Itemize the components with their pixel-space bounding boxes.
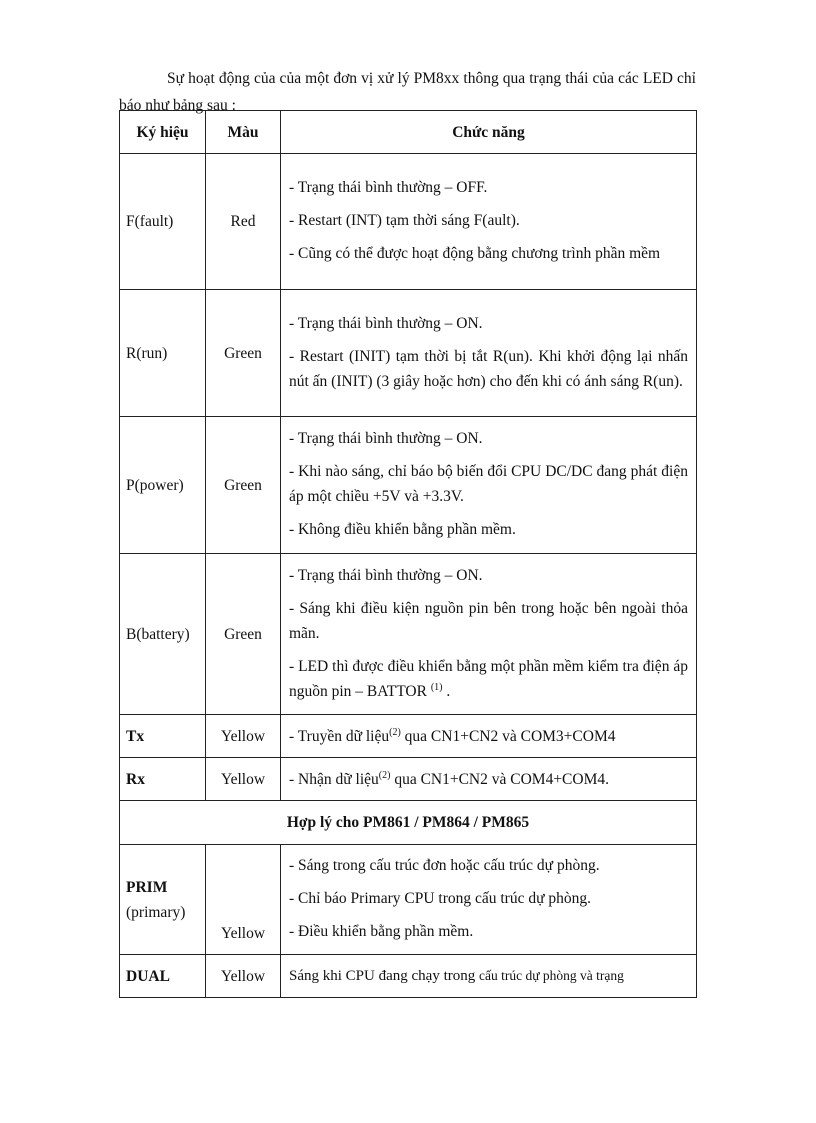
- row-color: Green: [206, 554, 281, 715]
- table-row: [120, 845, 697, 955]
- row-symbol: Rx: [120, 758, 206, 801]
- table-row: [120, 154, 697, 290]
- row-function: - Truyền dữ liệu$^{(2)}$ qua CN1+CN2 và COM3+COM4: [281, 715, 697, 758]
- row-color: Yellow: [206, 758, 281, 801]
- table-row: [120, 417, 697, 554]
- row-color: Green: [206, 290, 281, 417]
- intro-paragraph: Sự hoạt động của của một đơn vị xử lý PM8xx thông qua trạng thái của các LED chỉ báo như bảng sau :: [119, 69, 696, 114]
- section-row: [120, 801, 697, 845]
- header-function: Chức năng: [281, 111, 697, 154]
- row-color: Red: [206, 154, 281, 290]
- row-color: Green: [206, 417, 281, 554]
- row-symbol: PRIM (primary): [120, 845, 206, 955]
- table-row: [120, 955, 697, 998]
- row-color: Yellow: [206, 715, 281, 758]
- header-symbol: Ký hiệu: [120, 111, 206, 154]
- row-function: - Trạng thái bình thường – ON. - Sáng khi điều kiện nguồn pin bên trong hoặc bên ngoài thỏa mãn. - LED thì được điều khiển bằng một phần mềm kiểm tra điện áp nguồn pin – BATTOR $^{(1)}$ .: [281, 554, 697, 715]
- header-color: Màu: [206, 111, 281, 154]
- row-function: - Nhận dữ liệu$^{(2)}$ qua CN1+CN2 và COM4+COM4.: [281, 758, 697, 801]
- row-symbol: R(run): [120, 290, 206, 417]
- row-function: - Trạng thái bình thường – ON. - Khi nào sáng, chỉ báo bộ biến đổi CPU DC/DC đang phát điện áp một chiều +5V và +3.3V. - Không điều khiển bằng phần mềm.: [281, 417, 697, 554]
- row-color: Yellow: [206, 845, 281, 955]
- row-function: - Trạng thái bình thường – OFF. - Restart (INT) tạm thời sáng F(ault). - Cũng có thể được hoạt động bằng chương trình phần mềm: [281, 154, 697, 290]
- row-symbol: P(power): [120, 417, 206, 554]
- table-row: [120, 554, 697, 715]
- table-row: [120, 758, 697, 801]
- row-function: Sáng khi CPU đang chạy trong cấu trúc dự phòng và trạng: [281, 955, 697, 998]
- row-symbol: Tx: [120, 715, 206, 758]
- row-symbol: B(battery): [120, 554, 206, 715]
- row-symbol: F(fault): [120, 154, 206, 290]
- row-function: - Trạng thái bình thường – ON. - Restart (INIT) tạm thời bị tắt R(un). Khi khởi động lại nhấn nút ấn (INIT) (3 giây hoặc hơn) cho đến khi có ánh sáng R(un).: [281, 290, 697, 417]
- led-table: [119, 110, 697, 998]
- table-row: [120, 290, 697, 417]
- table-row: [120, 715, 697, 758]
- section-title: Hợp lý cho PM861 / PM864 / PM865: [120, 801, 697, 845]
- row-function: - Sáng trong cấu trúc đơn hoặc cấu trúc dự phòng. - Chỉ báo Primary CPU trong cấu trúc dự phòng. - Điều khiển bằng phần mềm.: [281, 845, 697, 955]
- row-color: Yellow: [206, 955, 281, 998]
- row-symbol: DUAL: [120, 955, 206, 998]
- table-header-row: [120, 111, 697, 154]
